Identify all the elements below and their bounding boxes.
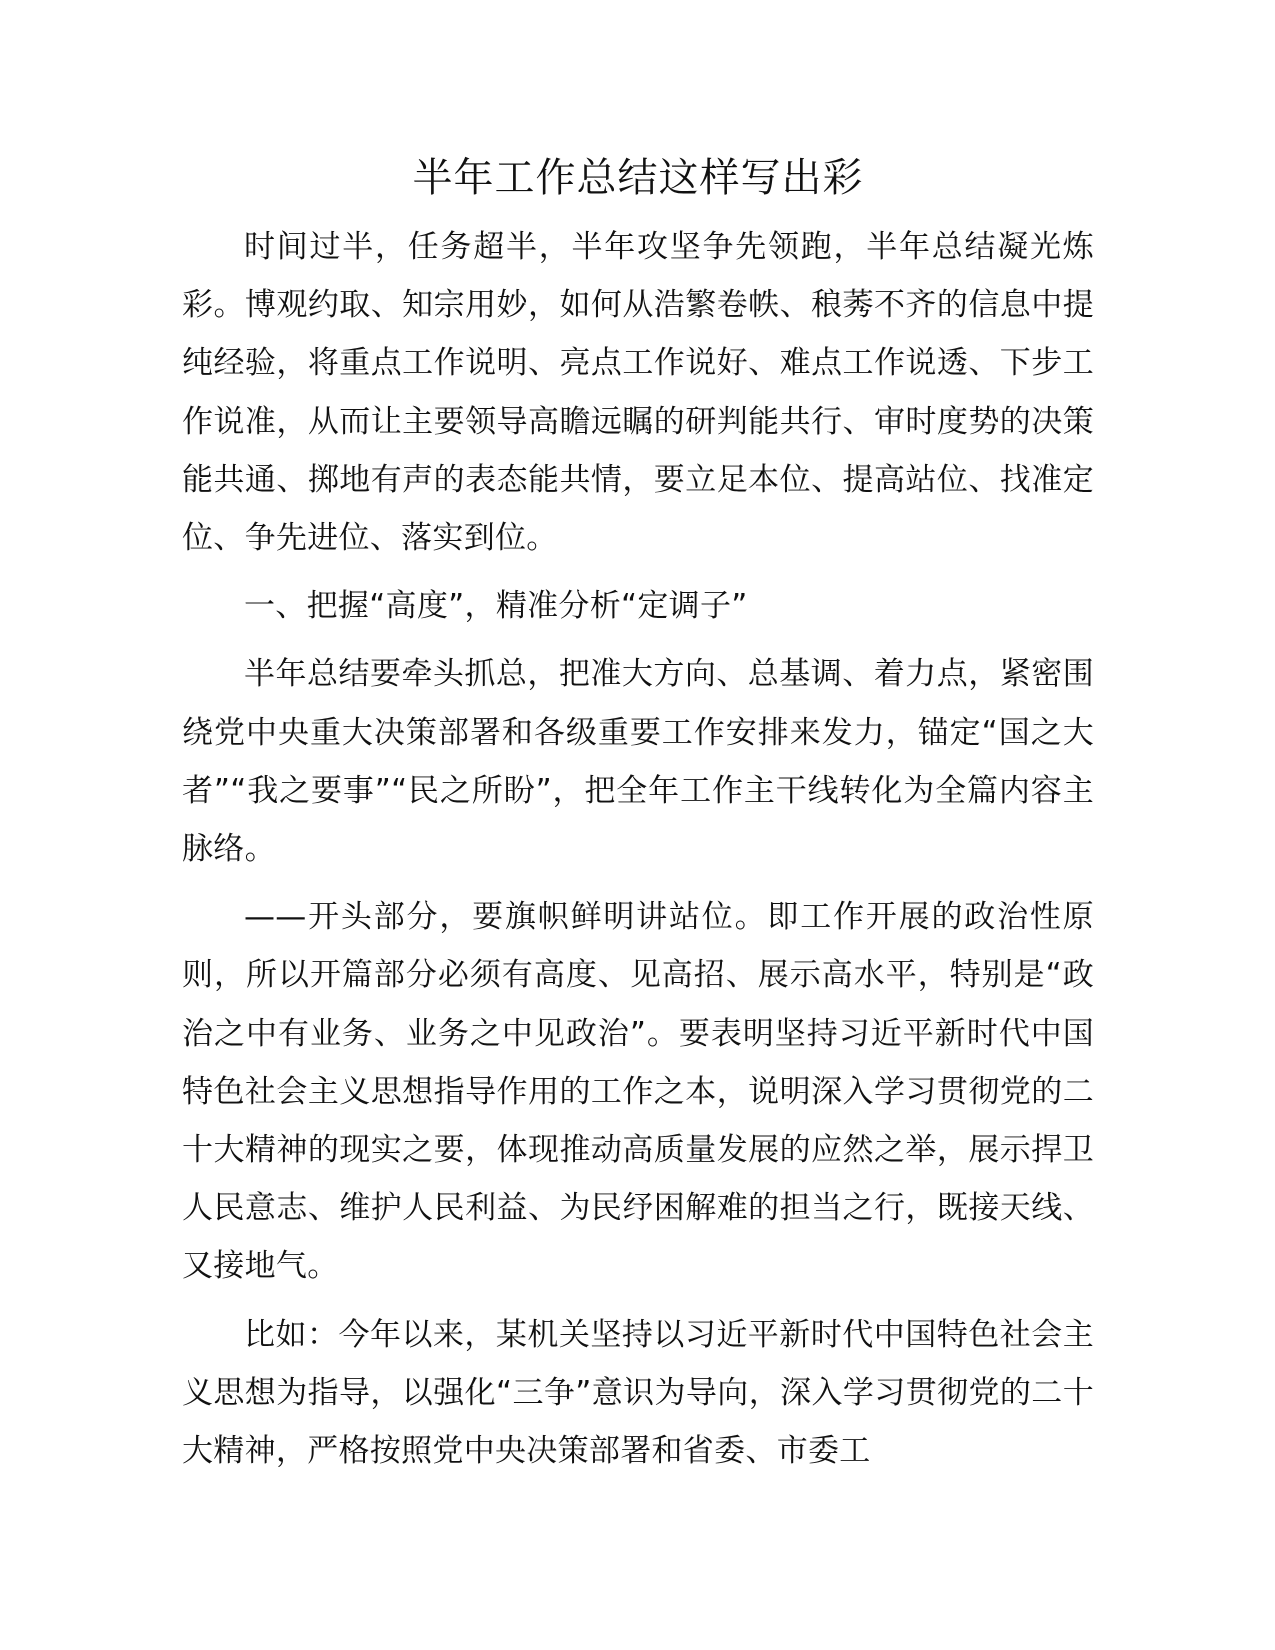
paragraph-example: 比如：今年以来，某机关坚持以习近平新时代中国特色社会主义思想为指导，以强化“三争”意识为导向，深入学习贯彻党的二十大精神，严格按照党中央决策部署和省委、市委工 <box>182 1316 1094 1470</box>
document-title: 半年工作总结这样写出彩 <box>412 155 864 201</box>
section-heading-1: 一、把握“高度”，精准分析“定调子” <box>244 588 748 625</box>
paragraph-intro: 时间过半，任务超半，半年攻坚争先领跑，半年总结凝光炼彩。博观约取、知宗用妙，如何从浩繁卷帙、稂莠不齐的信息中提纯经验，将重点工作说明、亮点工作说好、难点工作说透、下步工作说准，从而让主要领导高瞻远瞩的研判能共行、审时度势的决策能共通、掷地有声的表态能共情，要立足本位、提高站位、找准定位、争先进位、落实到位。 <box>182 229 1094 557</box>
paragraph-section-1: 半年总结要牵头抓总，把准大方向、总基调、着力点，紧密围绕党中央重大决策部署和各级重要工作安排来发力，锚定“国之大者”“我之要事”“民之所盼”，把全年工作主干线转化为全篇内容主脉络。 <box>182 656 1094 868</box>
document-body <box>182 138 1094 1480</box>
paragraph-opening-part: ——开头部分，要旗帜鲜明讲站位。即工作开展的政治性原则，所以开篇部分必须有高度、见高招、展示高水平，特别是“政治之中有业务、业务之中见政治”。要表明坚持习近平新时代中国特色社会主义思想指导作用的工作之本，说明深入学习贯彻党的二十大精神的现实之要，体现推动高质量发展的应然之举，展示捍卫人民意志、维护人民利益、为民纾困解难的担当之行，既接天线、又接地气。 <box>182 899 1094 1285</box>
